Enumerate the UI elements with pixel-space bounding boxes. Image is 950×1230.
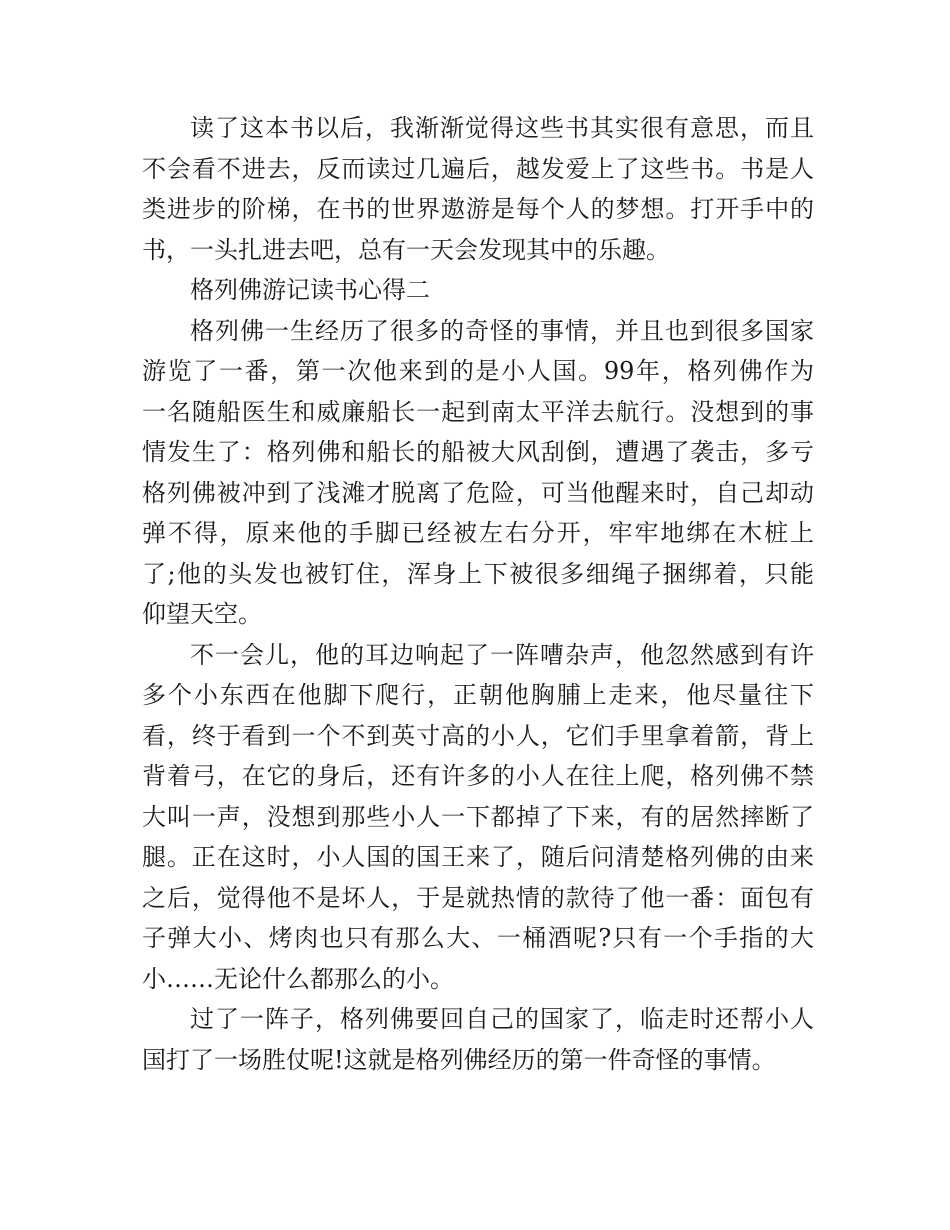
text-line: 游览了一番，第一次他来到的是小人国。99年，格列佛作为 [142, 357, 814, 385]
text-line: 国打了一场胜仗呢!这就是格列佛经历的第一件奇怪的事情。 [142, 1045, 776, 1074]
text-line: 多个小东西在他脚下爬行，正朝他胸脯上走来，他尽量往下 [142, 681, 814, 709]
section-heading: 格列佛游记读书心得二 [190, 276, 430, 304]
text-line: 类进步的阶梯，在书的世界遨游是每个人的梦想。打开手中的 [142, 195, 814, 223]
text-line: 情发生了：格列佛和船长的船被大风刮倒，遭遇了袭击，多亏 [142, 438, 814, 466]
text-line: 弹不得，原来他的手脚已经被左右分开，牢牢地绑在木桩上 [142, 519, 814, 547]
text-line: 读了这本书以后，我渐渐觉得这些书其实很有意思，而且 [190, 114, 814, 142]
text-line: 大叫一声，没想到那些小人一下都掉了下来，有的居然摔断了 [142, 802, 814, 831]
text-line: 腿。正在这时，小人国的国王来了，随后问清楚格列佛的由来 [142, 843, 814, 871]
text-line: 仰望天空。 [142, 600, 262, 628]
text-line: 一名随船医生和威廉船长一起到南太平洋去航行。没想到的事 [142, 397, 814, 426]
text-line: 过了一阵子，格列佛要回自己的国家了，临走时还帮小人 [190, 1005, 814, 1033]
text-line: 不一会儿，他的耳边响起了一阵嘈杂声，他忽然感到有许 [190, 640, 814, 669]
document-body [142, 108, 814, 1080]
text-line: 之后，觉得他不是坏人，于是就热情的款待了他一番：面包有 [142, 883, 814, 912]
text-line: 了;他的头发也被钉住，浑身上下被很多细绳子捆绑着，只能 [142, 559, 814, 588]
text-line: 背着弓，在它的身后，还有许多的小人在往上爬，格列佛不禁 [142, 762, 814, 790]
text-line: 子弹大小、烤肉也只有那么大、一桶酒呢?只有一个手指的大 [142, 924, 814, 952]
text-line: 不会看不进去，反而读过几遍后，越发爱上了这些书。书是人 [142, 154, 814, 183]
text-line: 格列佛被冲到了浅滩才脱离了危险，可当他醒来时，自己却动 [142, 478, 814, 507]
text-line: 格列佛一生经历了很多的奇怪的事情，并且也到很多国家 [190, 316, 814, 345]
text-line: 小……无论什么都那么的小。 [142, 964, 454, 993]
text-line: 看，终于看到一个不到英寸高的小人，它们手里拿着箭，背上 [142, 721, 814, 750]
text-line: 书，一头扎进去吧，总有一天会发现其中的乐趣。 [142, 235, 670, 264]
